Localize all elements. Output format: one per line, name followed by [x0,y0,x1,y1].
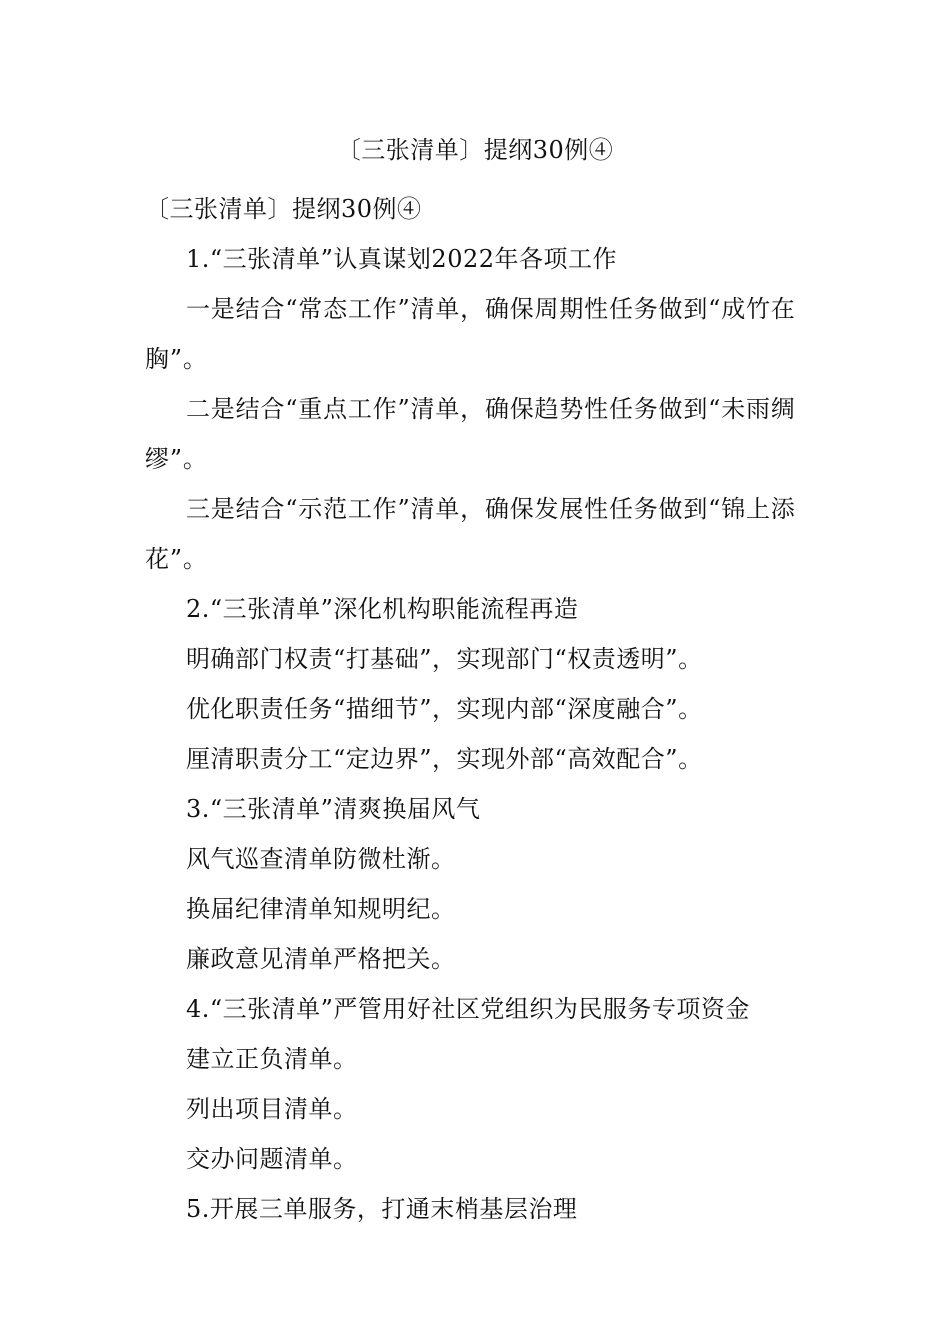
section-heading-2: 2.“三张清单”深化机构职能流程再造 [186,595,579,623]
section-heading-1: 1.“三张清单”认真谋划2022年各项工作 [186,245,618,273]
section-heading-4: 4.“三张清单”严管用好社区党组织为民服务专项资金 [186,995,750,1023]
document-subtitle: 〔三张清单〕提纲30例④ [145,195,422,223]
paragraph-1: 一是结合“常态工作”清单，确保周期性任务做到“成竹在胸”。 [145,295,796,373]
list-item: 优化职责任务“描细节”，实现内部“深度融合”。 [186,695,703,723]
list-item: 建立正负清单。 [186,1045,358,1073]
list-item: 廉政意见清单严格把关。 [186,945,456,973]
paragraph-2: 二是结合“重点工作”清单，确保趋势性任务做到“未雨绸缪”。 [145,395,796,473]
section-heading-5: 5.开展三单服务，打通末梢基层治理 [186,1195,578,1223]
list-item: 厘清职责分工“定边界”，实现外部“高效配合”。 [186,745,703,773]
section-heading-3: 3.“三张清单”清爽换届风气 [186,795,481,823]
list-item: 列出项目清单。 [186,1095,358,1123]
list-item: 风气巡查清单防微杜渐。 [186,845,456,873]
list-item: 明确部门权责“打基础”，实现部门“权责透明”。 [186,645,703,673]
list-item: 交办问题清单。 [186,1145,358,1173]
document-body [145,184,810,1234]
list-item: 换届纪律清单知规明纪。 [186,895,456,923]
paragraph-3: 三是结合“示范工作”清单，确保发展性任务做到“锦上添花”。 [145,495,796,573]
document-title: 〔三张清单〕提纲30例④ [336,136,614,164]
